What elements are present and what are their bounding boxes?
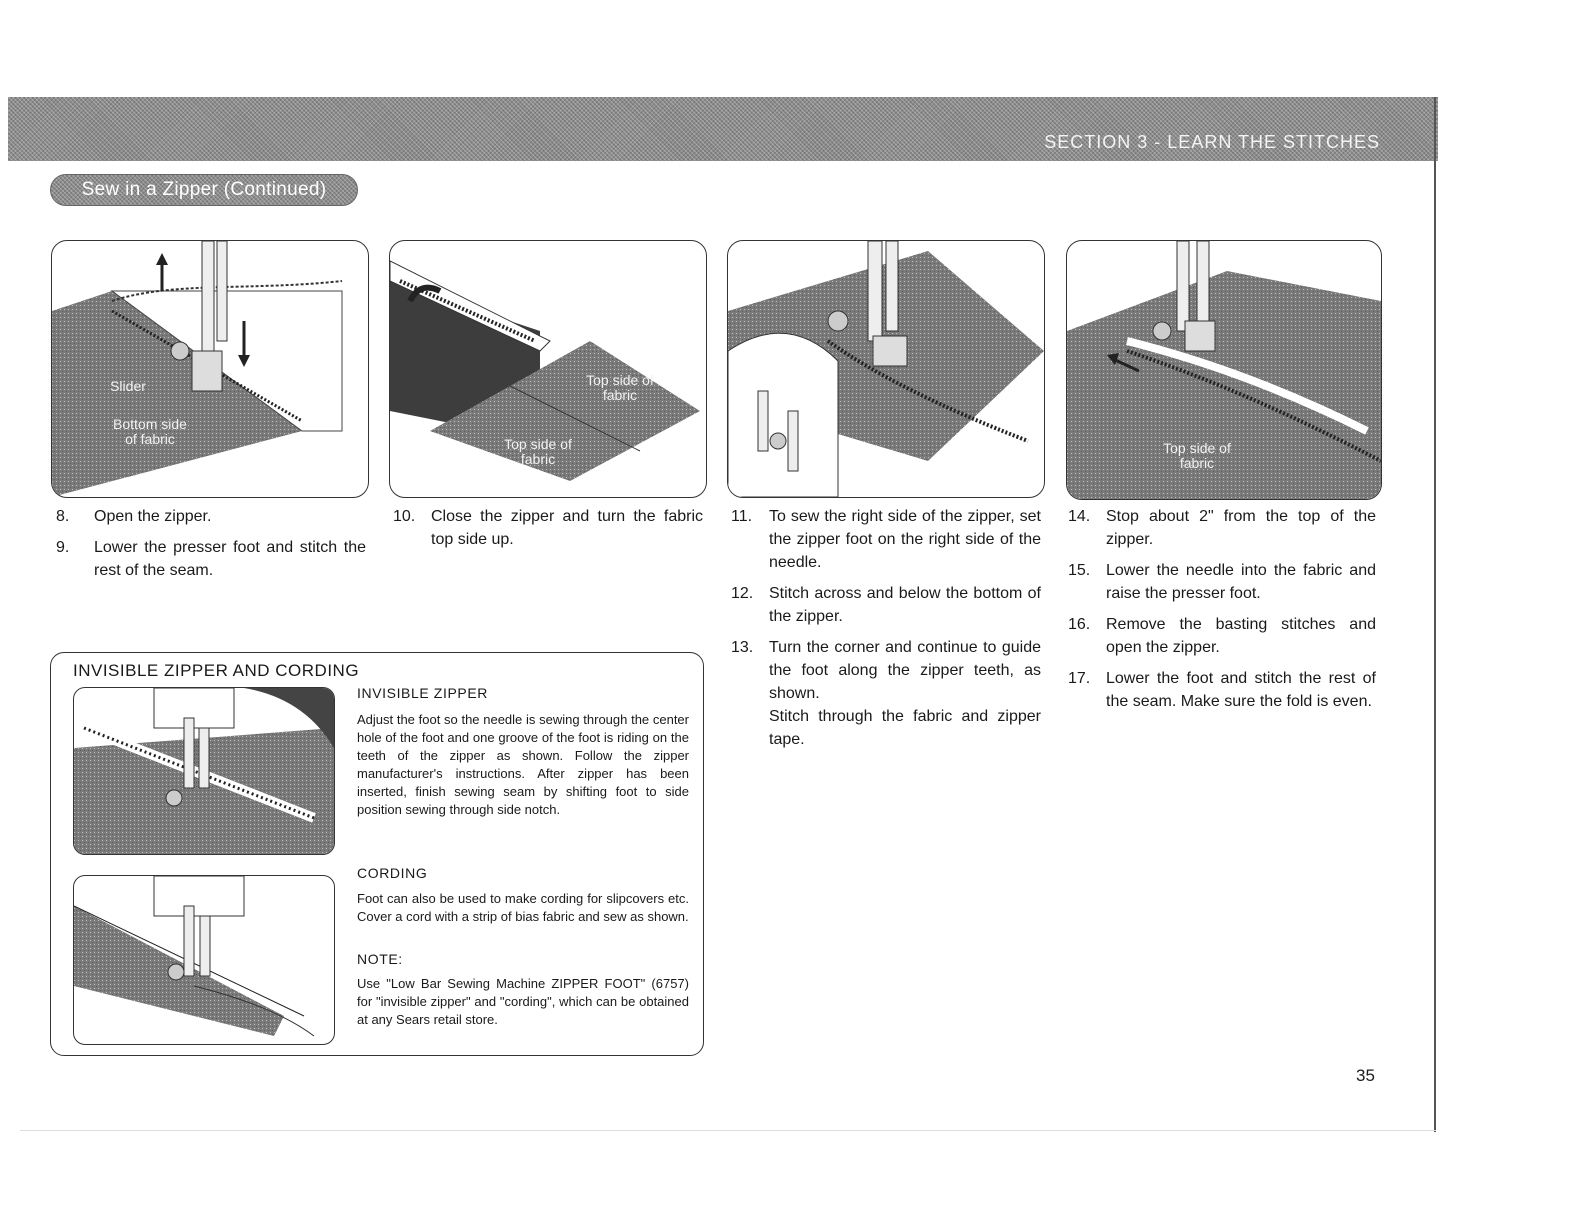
page-right-rule	[1434, 97, 1436, 1132]
step-8: 8. Open the zipper.	[56, 508, 212, 525]
step-16: 16. Remove the basting stitches and open the zipper.	[1068, 616, 1376, 656]
zipper-foot-illustration	[728, 241, 1044, 497]
steps-column-3	[731, 505, 1041, 759]
note-heading: NOTE:	[357, 951, 403, 967]
invisible-zipper-text: Adjust the foot so the needle is sewing through the center hole of the foot and one groove of the foot is riding on the teeth of the zipper as shown. Follow the zipper manufacturer's instructions. After zipper has been inserted, finish sewing seam by shifting foot to side position sewing through side notch.	[357, 712, 689, 817]
steps-column-4	[1068, 505, 1376, 721]
figure-invisible-zipper	[73, 687, 335, 855]
top-side-label-1: Top side of fabric	[586, 372, 654, 403]
cording-text: Foot can also be used to make cording for slipcovers etc. Cover a cord with a strip of bias fabric and sew as shown.	[357, 891, 689, 924]
step-14: 14. Stop about 2" from the top of the zipper.	[1068, 508, 1376, 548]
figure-close-zipper	[389, 240, 707, 498]
figure-stop-near-top	[1066, 240, 1382, 500]
box-title: INVISIBLE ZIPPER AND CORDING	[73, 661, 360, 680]
bottom-side-label: Bottom side of fabric	[113, 416, 187, 447]
cording-illustration	[74, 876, 334, 1044]
steps-column-1	[56, 505, 366, 590]
top-side-label-2: Top side of fabric	[504, 436, 572, 467]
step-17: 17. Lower the foot and stitch the rest of the seam. Make sure the fold is even.	[1068, 670, 1376, 710]
invisible-zipper-cording-box	[50, 652, 704, 1056]
invisible-zipper-illustration	[74, 688, 334, 854]
section-header-bar	[8, 97, 1438, 161]
invisible-zipper-heading: INVISIBLE ZIPPER	[357, 685, 488, 701]
step-13-continued: Stitch through the fabric and zipper tape.	[769, 708, 1041, 748]
slider-label: Slider	[110, 378, 146, 394]
step-11: 11. To sew the right side of the zipper, set the zipper foot on the right side of the needle.	[731, 508, 1041, 571]
step-13: 13. Turn the corner and continue to guide the foot along the zipper teeth, as shown. Stitch through the fabric and zipper tape.	[731, 636, 1041, 751]
figure-right-side-zipper	[727, 240, 1045, 498]
sewing-machine-illustration	[52, 241, 368, 497]
steps-column-2	[393, 505, 703, 559]
step-9: 9. Lower the presser foot and stitch the rest of the seam.	[56, 539, 366, 579]
page-subtitle: Sew in a Zipper (Continued)	[50, 174, 358, 206]
step-12: 12. Stitch across and below the bottom of the zipper.	[731, 585, 1041, 625]
page-number: 35	[1356, 1066, 1375, 1085]
step-10: 10. Close the zipper and turn the fabric top side up.	[393, 508, 703, 548]
figure-cording	[73, 875, 335, 1045]
step-15: 15. Lower the needle into the fabric and raise the presser foot.	[1068, 562, 1376, 602]
section-title: SECTION 3 - LEARN THE STITCHES	[1044, 132, 1380, 152]
top-side-label-3: Top side of fabric	[1163, 440, 1231, 471]
figure-open-zipper	[51, 240, 369, 498]
cording-heading: CORDING	[357, 865, 428, 881]
page-bottom-rule	[20, 1130, 1436, 1131]
note-text: Use "Low Bar Sewing Machine ZIPPER FOOT" (6757) for "invisible zipper" and "cording", which can be obtained at any Sears retail store.	[357, 976, 689, 1027]
